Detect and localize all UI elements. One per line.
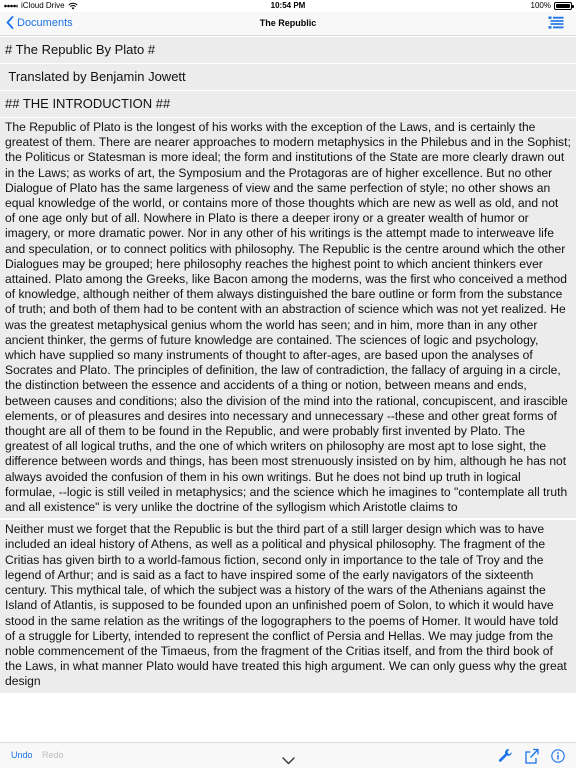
- back-button-label: Documents: [17, 16, 73, 29]
- share-icon: [525, 748, 539, 764]
- share-button[interactable]: [525, 748, 539, 768]
- redo-button[interactable]: Redo: [42, 750, 64, 760]
- info-button[interactable]: [551, 749, 565, 768]
- battery-icon: [554, 2, 572, 10]
- battery-percent: 100%: [530, 1, 551, 10]
- document-title: The Republic: [259, 18, 317, 28]
- battery-fill: [556, 4, 570, 8]
- paragraph-block[interactable]: Neither must we forget that the Republic is but the third part of a still larger design which was to have included an ideal history of Athens, as well as a political and physical philosophy. The fragment of the Critias has given birth to a world-famous fiction, second only in importance to the tale of Troy and the legend of Arthur; and is said as a fact to have inspired some of the early navigators of the sixteenth century. This mythical tale, of which the subject was a history of the wars of the Athenians against the Island of Atlantis, is supposed to be founded upon an unfinished poem of Solon, to which it would have stood in the same relation as the writings of the logographers to the poems of Homer. It would have told of a struggle for Liberty, intended to represent the conflict of Persia and Hellas. We may judge from the noble commencement of the Timaeus, from the fragment of the Critias itself, and from the third book of the Laws, in what manner Plato would have treated this high argument. We can only guess why the great design: [0, 520, 576, 694]
- navigation-bar: [0, 12, 576, 36]
- paragraph-block[interactable]: The Republic of Plato is the longest of his works with the exception of the Laws, and is certainly the greatest of them. There are nearer approaches to modern metaphysics in the Philebus and in the Sophist; the Politicus or Statesman is more ideal; the form and institutions of the State are more clearly drawn out in the Laws; as works of art, the Symposium and the Protagoras are of higher excellence. But no other Dialogue of Plato has the same largeness of view and the same perfection of style; no other shows an equal knowledge of the world, or contains more of those thoughts which are new as well as old, and not of one age only but of all. Nowhere in Plato is there a deeper irony or a greater wealth of humor or imagery, or more dramatic power. Nor in any other of his writings is the attempt made to interweave life and speculation, or to connect politics with philosophy. The Republic is the centre around which the other Dialogues may be grouped; here philosophy reaches the highest point to which ancient thinkers ever attained. Plato among the Greeks, like Bacon among the moderns, was the first who conceived a method of knowledge, although neither of them always distinguished the bare outline or form from the substance of truth; and both of them had to be content with an abstraction of science which was not yet realized. He was the greatest metaphysical genius whom the world has seen; and in him, more than in any other ancient thinker, the germs of future knowledge are contained. The sciences of logic and psychology, which have supplied so many instruments of thought to after-ages, are based upon the analyses of Socrates and Plato. The principles of definition, the law of contradiction, the fallacy of arguing in a circle, the distinction between the essence and accidents of a thing or notion, between means and ends, between causes and conditions; also the division of the mind into the rational, concupiscent, and irascible elements, or of pleasures and desires into necessary and unnecessary --these and other great forms of thought are all of them to be found in the Republic, and were probably first invented by Plato. The greatest of all logical truths, and the one of which writers on philosophy are most apt to lose sight, the difference between words and things, has been most strenuously insisted on by him, although he has not always avoided the confusion of them in his own writings. But he does not bind up truth in logical formulae, --logic is still veiled in metaphysics; and the science which he imagines to "contemplate all truth and all existence" is very unlike the doctrine of the syllogism which Aristotle claims to: [0, 118, 576, 520]
- chevron-down-icon: [282, 757, 295, 765]
- undo-button[interactable]: Undo: [11, 750, 33, 760]
- section-heading[interactable]: ## THE INTRODUCTION ##: [0, 91, 576, 118]
- document-content[interactable]: [0, 37, 576, 742]
- tools-button[interactable]: [498, 748, 513, 768]
- list-icon: [548, 16, 564, 30]
- carrier-label: iCloud Drive: [21, 1, 65, 10]
- wrench-icon: [498, 748, 513, 763]
- translator-line[interactable]: Translated by Benjamin Jowett: [0, 64, 576, 91]
- status-right: [531, 0, 572, 12]
- status-time: 10:54 PM: [270, 1, 306, 10]
- status-bar: [0, 0, 576, 12]
- collapse-keyboard-button[interactable]: [282, 752, 295, 768]
- table-of-contents-button[interactable]: [548, 16, 564, 35]
- title-line[interactable]: # The Republic By Plato #: [0, 37, 576, 64]
- bottom-toolbar: [0, 742, 576, 768]
- info-icon: [551, 749, 565, 763]
